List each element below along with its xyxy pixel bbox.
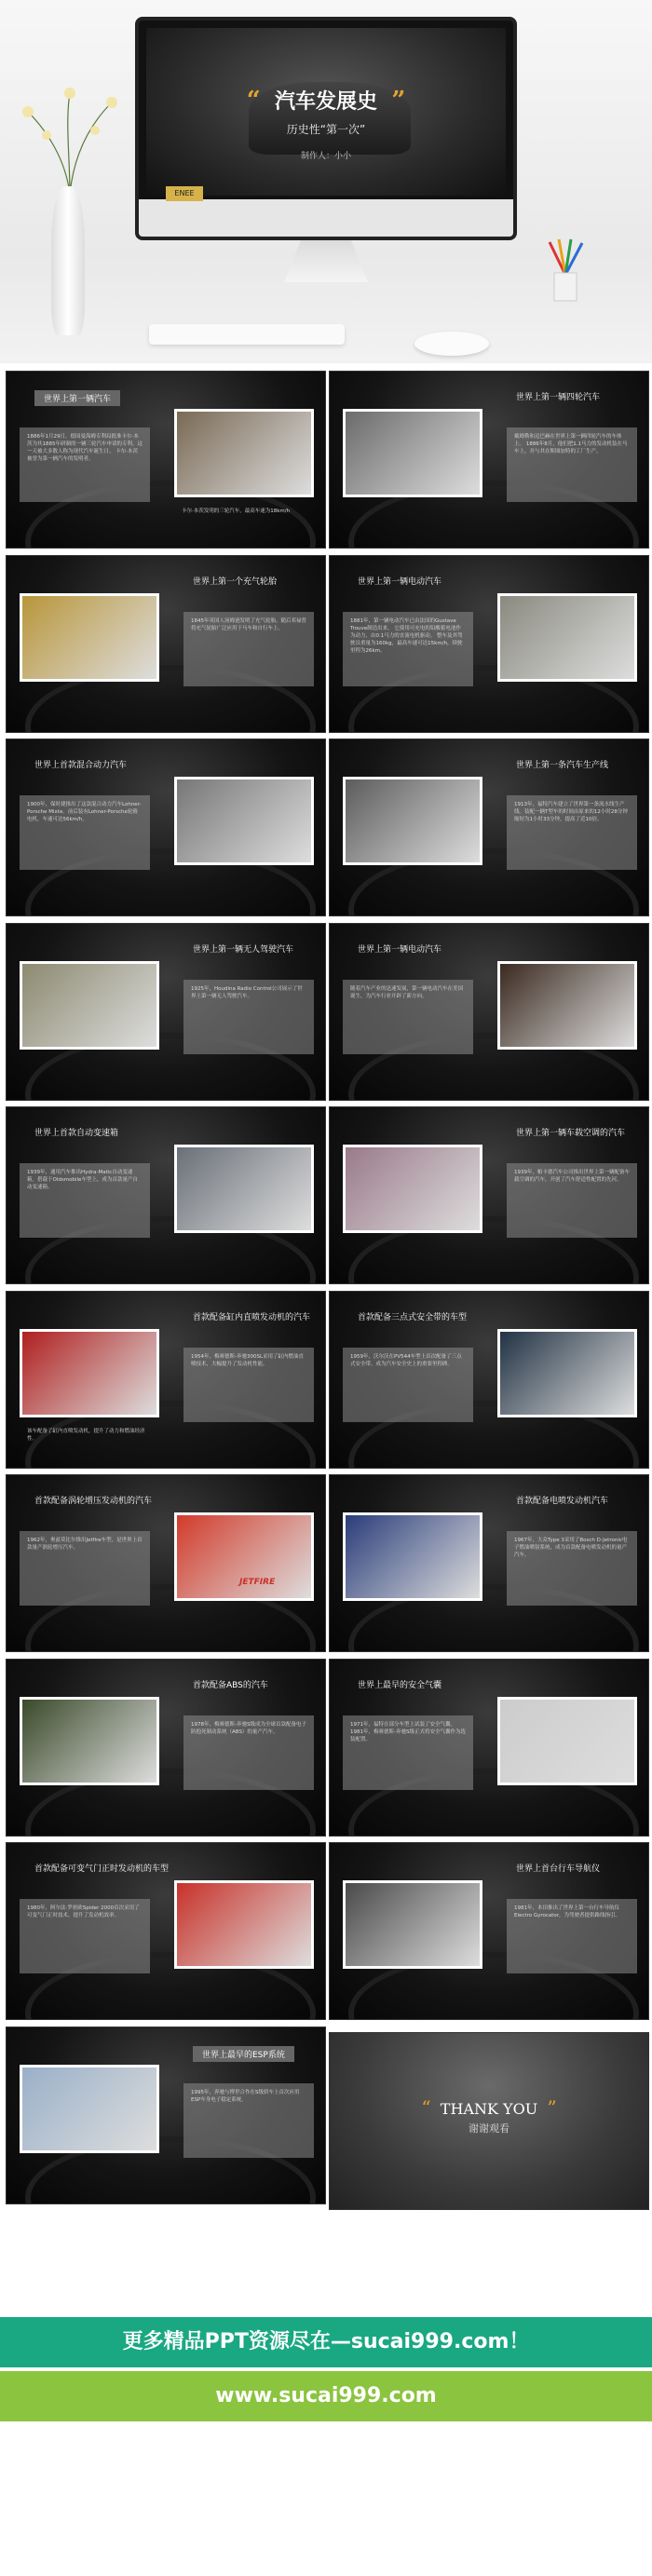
thank-you-slide [329,2032,649,2210]
slide-card [6,1106,326,1284]
car-photo [174,409,314,497]
car-photo [497,961,637,1050]
slide-title: 首款配备可变气门正时发动机的车型 [34,1864,170,1874]
jetfire-badge: JETFIRE [239,1578,276,1587]
slide-card [329,1291,649,1469]
mouse-decoration [414,332,489,356]
keyboard-decoration [149,324,345,345]
slide-card [329,1474,649,1652]
thanks-title-text: THANK YOU [440,2100,538,2118]
slide-description: 随着汽车产业的迅速发展，第一辆电动汽车在美国诞生，为汽车行业开辟了新方向。 [343,980,473,1054]
slide-title: 首款配备三点式安全带的车型 [358,1312,468,1322]
slide-title: 世界上第一辆电动汽车 [358,576,442,587]
cover-title [0,86,652,115]
slide-description: 1980年，阿尔法·罗密欧Spider 2000首次采用了可变气门正时技术，提升了发动机效率。 [20,1899,150,1973]
car-photo [20,593,159,682]
slide-card [6,1474,326,1652]
cover-title-text: 汽车发展史 [274,89,377,114]
slide-description: 1981年，本田推出了世界上第一台行车导航仪Electro Gyrocator，为驾驶者提供路线指引。 [507,1899,637,1973]
slide-card [6,371,326,549]
car-photo [497,1697,637,1785]
monitor-chin [139,199,513,237]
slide-title: 世界上第一辆汽车 [34,390,120,406]
slide-card [329,555,649,733]
slide-description: 1962年，奥兹莫比尔推出Jetfire车型，是世界上首款量产涡轮增压汽车。 [20,1531,150,1606]
slide-caption: 该车配备了缸内直喷发动机，提升了动力和燃油经济性。 [27,1428,145,1442]
pencil-cup-decoration [545,237,587,303]
slide-description: 1978年，梅赛德斯-奔驰S级成为全球首款配备电子防抱死制动系统（ABS）的量产汽车。 [183,1715,314,1790]
slide-description: 1959年，沃尔沃在PV544车型上首次配备了三点式安全带，成为汽车安全史上的重要里程碑。 [343,1348,473,1422]
promo-banner-text[interactable]: 更多精品PPT资源尽在—sucai999.com！ [0,2317,652,2367]
slide-card [6,2027,326,2204]
slide-title: 首款配备缸内直喷发动机的汽车 [193,1312,311,1322]
car-photo [20,2065,159,2153]
slide-description: 1913年，福特汽车建立了世界第一条流水线生产线。装配一辆T型车的时间由原来的12小时28分钟缩短为1小时33分钟，提高了近10倍。 [507,795,637,870]
slide-description: 1900年，保时捷推出了这款混合动力汽车Lohner-Porsche Mixte。前后装有Lohner-Porsche轮毂电机，车速可达56km/h。 [20,795,150,870]
car-photo [343,1145,482,1233]
quote-close-icon: ” [391,87,406,115]
slide-card [329,739,649,916]
car-photo [20,961,159,1050]
slide-title: 世界上第一辆无人驾驶汽车 [193,944,294,955]
car-photo [174,777,314,865]
slide-title: 世界上第一辆电动汽车 [358,944,442,955]
slide-title: 世界上首款自动变速箱 [34,1129,119,1138]
slide-description: 1939年，通用汽车推出Hydra-Matic自动变速箱，搭载于Oldsmobile车型上，成为首款量产自动变速箱。 [20,1163,150,1238]
promo-banner-url[interactable]: www.sucai999.com [0,2371,652,2421]
slide-card [6,1842,326,2020]
cover-subtitle: 历史性“第一次” [286,123,366,136]
slide-card [6,1291,326,1469]
slide-description: 1939年，帕卡德汽车公司推出世界上第一辆配备车载空调的汽车，开创了汽车舒适性配置的先河。 [507,1163,637,1238]
quote-open-icon: “ [421,2096,431,2119]
slide-card [329,923,649,1101]
car-photo [20,1329,159,1417]
slide-card [6,1659,326,1837]
car-photo [497,1329,637,1417]
slide-card [329,1106,649,1284]
quote-open-icon: “ [246,87,261,115]
car-photo [174,1145,314,1233]
slide-title: 世界上第一条汽车生产线 [516,761,609,770]
slide-card [329,1842,649,2020]
thanks-title [330,2096,648,2119]
slide-description: 戴姆勒和迈巴赫在世界上第一辆四轮汽车的车体上。 1886年8月，他们把1.1马力的发动机装在马车上，并与其在斯图加特的工厂生产。 [507,427,637,502]
slide-title: 首款配备ABS的汽车 [193,1680,268,1690]
slide-card [6,555,326,733]
license-plate: ENEE [166,186,203,201]
car-photo [174,1880,314,1969]
thanks-subtitle: 谢谢观看 [469,2122,509,2135]
car-photo [497,593,637,682]
slide-title: 世界上首款混合动力汽车 [34,761,128,770]
car-photo [343,1880,482,1969]
slide-title: 首款配备涡轮增压发动机的汽车 [34,1497,153,1506]
slide-caption: 卡尔·本茨发明的三轮汽车，最高车速为18km/h [182,508,291,514]
slide-description: 1967年，大众Type 3采用了Bosch D-Jetronic电子燃油喷射系统，成为首款配备电喷发动机的量产汽车。 [507,1531,637,1606]
slide-title: 世界上第一个充气轮胎 [193,576,278,587]
hero-cover [0,0,652,363]
slide-title: 首款配备电喷发动机汽车 [516,1497,609,1506]
slide-description: 1995年，奔驰与博世合作在S级轿车上首次应用ESP车身电子稳定系统。 [183,2083,314,2158]
slide-title: 世界上最早的ESP系统 [193,2046,294,2062]
slide-card [329,1659,649,1837]
cover-author: 制作人：小小 [300,152,351,161]
slide-description: 1845年英国人汤姆逊发明了充气轮胎。随后邓禄普将充气轮胎广泛应用于马车和自行车上。 [183,612,314,686]
slide-title: 世界上第一辆车载空调的汽车 [516,1129,626,1138]
slide-card [329,371,649,549]
slide-title: 世界上第一辆四轮汽车 [516,393,601,402]
car-photo [174,1512,314,1601]
slide-description: 1881年，第一辆电动汽车已由法国的Gustave Trouve制造出来。 它使用可充电的铅酸蓄电池作为动力，由0.1马力的直流电机驱动。 整车及其驾驶员重量为160kg，最高车速可达15km/h，续驶里程为26km。 [343,612,473,686]
slide-description: 1925年，Houdina Radio Control公司展示了世界上第一辆无人驾驶汽车。 [183,980,314,1054]
slide-description: 1954年，梅赛德斯-奔驰300SL采用了缸内燃油直喷技术，大幅提升了发动机性能。 [183,1348,314,1422]
slide-card [6,923,326,1101]
slide-title: 世界上最早的安全气囊 [358,1680,442,1690]
car-photo [343,409,482,497]
car-photo [343,777,482,865]
slide-description: 1886年1月29日，德国曼海姆专利局批准卡尔·本茨为其1885年研制的一辆三轮汽车申请的专利。这一天被大多数人称为现代汽车诞生日。 卡尔·本茨被誉为第一辆汽车的发明者。 [20,427,150,502]
slide-title: 世界上首台行车导航仪 [516,1864,601,1874]
slide-description: 1971年，福特在部分车型上试装了安全气囊。1981年，梅赛德斯-奔驰S级正式将安全气囊作为选装配置。 [343,1715,473,1790]
slide-card [6,739,326,916]
quote-close-icon: ” [547,2096,557,2119]
car-photo [343,1512,482,1601]
car-photo [20,1697,159,1785]
